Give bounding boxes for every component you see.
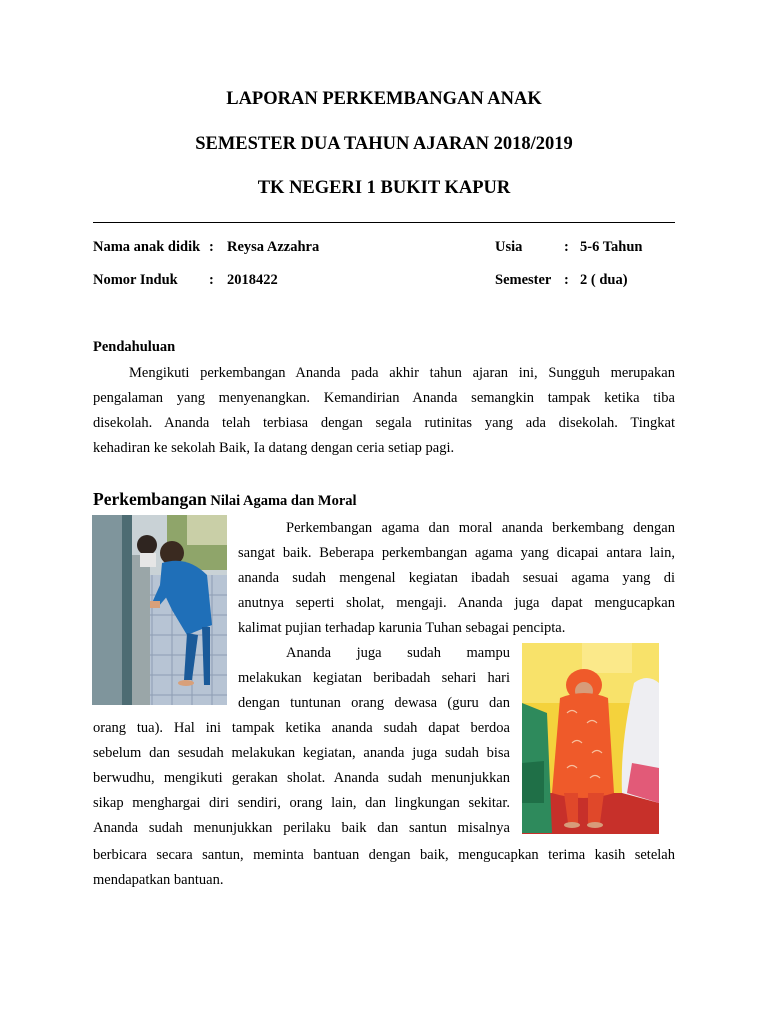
section-heading-sub: Nilai Agama dan Moral (206, 493, 357, 509)
photo-child-washing-hands (92, 515, 227, 705)
paragraph-line: sikap menghargai diri sendiri, orang lain, dan lingkungan sekitar. (93, 795, 510, 811)
intro-line: Mengikuti perkembangan Ananda pada akhir tahun ajaran ini, Sungguh merupakan (129, 365, 675, 381)
paragraph-line: sangat baik. Beberapa perkembangan agama yang dicapai antara lain, (238, 545, 675, 561)
religion-paragraph-3 (93, 716, 510, 841)
section-heading-main: Perkembangan (93, 489, 207, 509)
report-title: LAPORAN PERKEMBANGAN ANAK (226, 89, 542, 109)
paragraph-line: sebelum dan sesudah melakukan kegiatan, ananda juga sudah bisa (93, 745, 510, 761)
semester-value: 2 ( dua) (580, 272, 628, 288)
paragraph-line: orang tua). Hal ini tampak ketika ananda sudah dapat berdoa (93, 720, 510, 736)
paragraph-line: kalimat pujian terhadap karunia Tuhan sebagai pencipta. (238, 620, 566, 636)
student-name-colon: : (209, 239, 214, 255)
header-divider (93, 222, 675, 223)
age-colon: : (564, 239, 569, 255)
student-name-label: Nama anak didik (93, 239, 201, 255)
semester-label: Semester (495, 272, 552, 288)
photo-child-praying-icon (522, 643, 659, 834)
school-name: TK NEGERI 1 BUKIT KAPUR (257, 178, 511, 198)
intro-line: disekolah. Ananda telah terbiasa dengan segala rutinitas yang ada disekolah. Tingkat (93, 415, 675, 431)
student-id-value: 2018422 (227, 272, 278, 288)
report-semester-title: SEMESTER DUA TAHUN AJARAN 2018/2019 (195, 134, 573, 154)
paragraph-line: dengan tuntunan orang dewasa (guru dan (238, 695, 510, 711)
student-name-value: Reysa Azzahra (227, 239, 320, 255)
religion-paragraph-2 (238, 641, 510, 716)
age-label: Usia (495, 239, 523, 255)
religion-paragraph-4 (93, 843, 675, 893)
photo-child-washing-hands-icon (92, 515, 227, 705)
photo-child-praying (522, 643, 659, 834)
paragraph-line: anutnya seperti sholat, mengaji. Ananda juga dapat mengucapkan (238, 595, 675, 611)
paragraph-line: melakukan kegiatan beribadah sehari hari (238, 670, 510, 686)
age-value: 5-6 Tahun (580, 239, 643, 255)
student-id-label: Nomor Induk (93, 272, 178, 288)
paragraph-line: berbicara secara santun, meminta bantuan dengan baik, mengucapkan terima kasih setelah (93, 847, 675, 863)
student-id-colon: : (209, 272, 214, 288)
paragraph-line: mendapatkan bantuan. (93, 872, 224, 888)
section-heading (93, 489, 357, 510)
paragraph-line: ananda sudah mengenal kegiatan ibadah sesuai agama yang di (238, 570, 675, 586)
semester-colon: : (564, 272, 569, 288)
paragraph-line: Ananda juga sudah mampu (286, 645, 510, 661)
religion-paragraph-1 (238, 516, 675, 641)
paragraph-line: berwudhu, mengikuti gerakan sholat. Ananda sudah menunjukkan (93, 770, 510, 786)
paragraph-line: Perkembangan agama dan moral ananda berkembang dengan (286, 520, 675, 536)
intro-line: kehadiran ke sekolah Baik, Ia datang dengan ceria setiap pagi. (93, 440, 455, 456)
intro-line: pengalaman yang menyenangkan. Kemandirian Ananda semangkin tampak ketika tiba (93, 390, 675, 406)
intro-heading: Pendahuluan (93, 339, 176, 355)
intro-paragraph (93, 361, 675, 461)
paragraph-line: Ananda sudah menunjukkan perilaku baik dan santun misalnya (93, 820, 510, 836)
